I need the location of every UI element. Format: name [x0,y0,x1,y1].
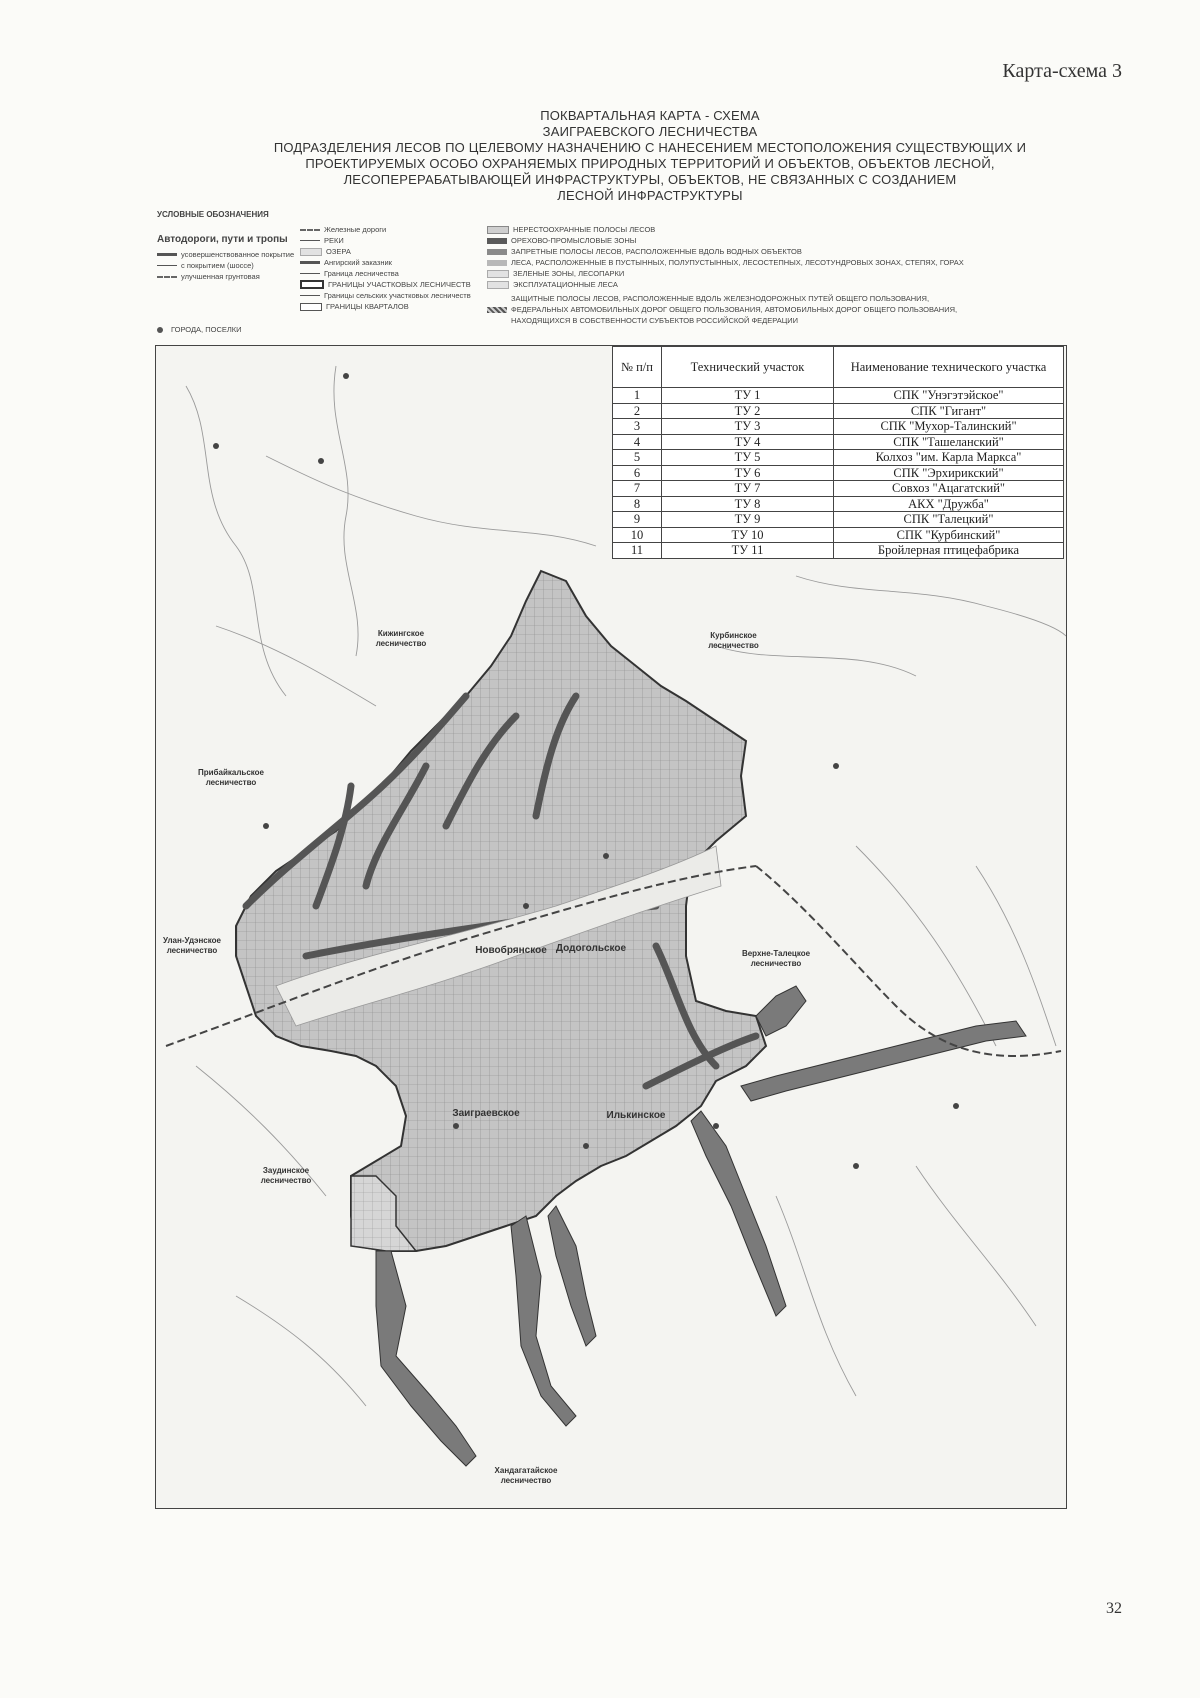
legend-row: ФЕДЕРАЛЬНЫХ АВТОМОБИЛЬНЫХ ДОРОГ ОБЩЕГО ПОЛЬЗОВАНИЯ, АВТОМОБИЛЬНЫХ ДОРОГ ОБЩЕГО ПОЛЬЗОВАНИЯ, [487,304,1047,315]
table-row: 9 ТУ 9 СПК "Талецкий" [613,512,1064,528]
table-row: 4 ТУ 4 СПК "Ташеланский" [613,434,1064,450]
legend-row: НЕРЕСТООХРАННЫЕ ПОЛОСЫ ЛЕСОВ [487,224,1047,235]
zone-fill-icon [487,281,509,289]
river [334,366,358,656]
forestry-territory [236,571,766,1251]
legend-row: ЗЕЛЕНЫЕ ЗОНЫ, ЛЕСОПАРКИ [487,268,1047,279]
quarter-border-icon [300,303,322,311]
legend-roads [157,224,297,335]
neighbor-label: Улан-Удэнское лесничество [163,936,221,955]
settlement-dot-icon [213,443,219,449]
neighbor-label: Прибайкальское лесничество [198,768,264,787]
title-line-3: ПОДРАЗДЕЛЕНИЯ ЛЕСОВ ПО ЦЕЛЕВОМУ НАЗНАЧЕНИЮ С НАНЕСЕНИЕМ МЕСТОПОЛОЖЕНИЯ СУЩЕСТВУЮЩИХ И [273,140,1027,155]
river [976,866,1056,1046]
table-row: 10 ТУ 10 СПК "Курбинский" [613,527,1064,543]
legend-row: РЕКИ [300,235,480,246]
river [776,1196,856,1396]
legend-row: ОЗЕРА [300,246,480,257]
settlement-dot-icon [523,903,529,909]
district-label: Новобрянское [475,945,547,956]
legend-row: ОРЕХОВО-ПРОМЫСЛОВЫЕ ЗОНЫ [487,235,1047,246]
forestry-border-icon [300,273,320,274]
table-row: 7 ТУ 7 Совхоз "Ацагатский" [613,481,1064,497]
zone-fill-icon [487,226,509,234]
title-line-6: ЛЕСНОЙ ИНФРАСТРУКТУРЫ [557,188,743,203]
settlement-dot-icon [318,458,324,464]
legend-row: Границы сельских участковых лесничеств [300,290,480,301]
legend-row: НАХОДЯЩИХСЯ В СОБСТВЕННОСТИ СУБЪЕКТОВ РОССИЙСКОЙ ФЕДЕРАЦИИ [511,316,799,325]
legend-row: улучшенная грунтовая [157,271,297,282]
table-row: 8 ТУ 8 АКХ "Дружба" [613,496,1064,512]
strip [548,1206,596,1346]
rural-border-icon [300,295,320,296]
title-line-1: ПОКВАРТАЛЬНАЯ КАРТА - СХЕМА [540,108,760,123]
settlement-dot-icon [603,853,609,859]
table-header-row [613,347,1064,388]
settlement-dot-icon [583,1143,589,1149]
strip [376,1251,476,1466]
map-legend [157,210,1037,335]
district-border-icon [300,280,324,289]
column-header: Технический участок [662,347,834,388]
neighbor-label: Верхне-Талецкое лесничество [741,949,811,968]
column-header: № п/п [613,347,662,388]
legend-title: УСЛОВНЫЕ ОБОЗНАЧЕНИЯ [157,210,269,219]
neighbor-label: Заудинское лесничество [260,1166,312,1185]
table-row: 11 ТУ 11 Бройлерная птицефабрика [613,543,1064,559]
river [796,576,1066,636]
title-line-4: ПРОЕКТИРУЕМЫХ ОСОБО ОХРАНЯЕМЫХ ПРИРОДНЫХ ТЕРРИТОРИЙ И ОБЪЕКТОВ, ОБЪЕКТОВ ЛЕСНОЙ, [305,156,995,171]
page-number: 32 [1106,1600,1122,1617]
technical-units-table [612,346,1064,559]
river [186,386,286,696]
strip [741,1021,1026,1101]
zone-fill-icon [487,238,507,244]
settlement-dot-icon [853,1163,859,1169]
road-symbol-icon [157,253,177,256]
legend-lines [300,224,480,312]
lake-icon [300,248,322,256]
legend-row: Железные дороги [300,224,480,235]
legend-row: с покрытием (шоссе) [157,260,297,271]
title-line-2: ЗАИГРАЕВСКОГО ЛЕСНИЧЕСТВА [542,124,758,139]
legend-row: ЗАПРЕТНЫЕ ПОЛОСЫ ЛЕСОВ, РАСПОЛОЖЕННЫЕ ВДОЛЬ ВОДНЫХ ОБЪЕКТОВ [487,246,1047,257]
settlement-dot-icon [453,1123,459,1129]
table-row: 6 ТУ 6 СПК "Эрхирикский" [613,465,1064,481]
legend-roads-heading: Автодороги, пути и тропы [157,234,288,245]
legend-row: ЗАЩИТНЫЕ ПОЛОСЫ ЛЕСОВ, РАСПОЛОЖЕННЫЕ ВДОЛЬ ЖЕЛЕЗНОДОРОЖНЫХ ПУТЕЙ ОБЩЕГО ПОЛЬЗОВАНИЯ, [511,294,930,303]
map-title [230,108,1070,204]
page-label: Карта-схема 3 [1002,60,1122,82]
legend-row: ЛЕСА, РАСПОЛОЖЕННЫЕ В ПУСТЫННЫХ, ПОЛУПУСТЫННЫХ, ЛЕСОСТЕПНЫХ, ЛЕСОТУНДРОВЫХ ЗОНАХ, СТЕПЯХ, ГОРАХ [487,257,1047,268]
settlement-dot-icon [263,823,269,829]
river [266,456,596,546]
river [916,1166,1036,1326]
legend-row: Граница лесничества [300,268,480,279]
strip [691,1111,786,1316]
title-line-5: ЛЕСОПЕРЕРАБАТЫВАЮЩЕЙ ИНФРАСТРУКТУРЫ, ОБЪЕКТОВ, НЕ СВЯЗАННЫХ С СОЗДАНИЕМ [343,172,957,187]
zone-fill-icon [487,307,507,313]
legend-zones [487,224,1047,326]
river [236,1296,366,1406]
neighbor-label: Хандагатайское лесничество [494,1466,558,1485]
neighbor-label: Курбинское лесничество [708,631,759,650]
table-row: 2 ТУ 2 СПК "Гигант" [613,403,1064,419]
railway-icon [300,229,320,231]
settlement-dot-icon [953,1103,959,1109]
table-row: 5 ТУ 5 Колхоз "им. Карла Маркса" [613,450,1064,466]
district-label: Додогольское [555,943,627,954]
legend-row: ГРАНИЦЫ УЧАСТКОВЫХ ЛЕСНИЧЕСТВ [300,279,480,290]
table-row: 3 ТУ 3 СПК "Мухор-Талинский" [613,419,1064,435]
column-header: Наименование технического участка [834,347,1064,388]
river-icon [300,240,320,241]
settlement-dot-icon [343,373,349,379]
strip [756,986,806,1036]
reserve-border-icon [300,261,320,264]
legend-row: усовершенствованное покрытие [157,249,297,260]
legend-row: Ангирский заказник [300,257,480,268]
zone-fill-icon [487,249,507,255]
river [856,846,996,1046]
district-label: Заиграевское [452,1108,520,1119]
zone-fill-icon [487,270,509,278]
settlement-dot-icon [713,1123,719,1129]
zone-fill-icon [487,260,507,266]
river [216,626,376,706]
settlement-dot-icon [157,327,163,333]
road-symbol-icon [157,276,177,278]
legend-row: ГОРОДА, ПОСЕЛКИ [157,324,297,335]
table-row: 1 ТУ 1 СПК "Унэгэтэйское" [613,388,1064,404]
legend-row: ГРАНИЦЫ КВАРТАЛОВ [300,301,480,312]
legend-row: ЭКСПЛУАТАЦИОННЫЕ ЛЕСА [487,279,1047,290]
road-symbol-icon [157,265,177,266]
settlement-dot-icon [833,763,839,769]
neighbor-label: Кижингское лесничество [375,629,427,648]
district-label: Илькинское [606,1110,666,1121]
